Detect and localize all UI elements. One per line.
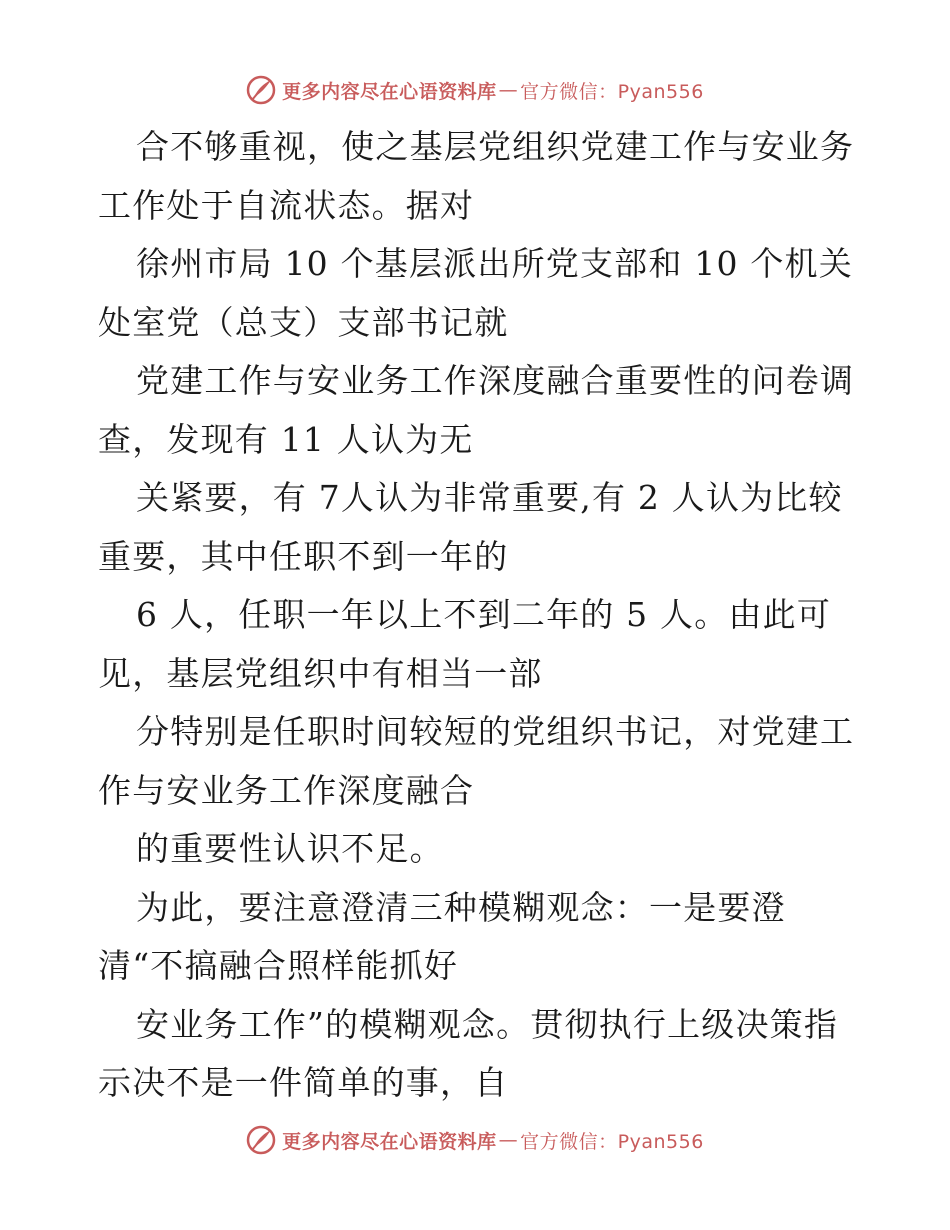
body-line: 合不够重视，使之基层党组织党建工作与安业务: [136, 127, 855, 166]
header-banner-dash: —: [498, 79, 519, 101]
feather-pen-logo-icon: [246, 75, 276, 105]
header-banner-contact: 官方微信：Pyan556: [520, 80, 704, 103]
feather-pen-logo-icon: [246, 1125, 276, 1155]
footer-banner-contact: 官方微信：Pyan556: [520, 1130, 704, 1153]
body-line: 分特别是任职时间较短的党组织书记，对党建工: [136, 712, 855, 751]
header-banner-text: 更多内容尽在心语资料库: [282, 80, 497, 103]
body-line: 重要，其中任职不到一年的: [98, 536, 509, 576]
body-line: 处室党（总支）支部书记就: [98, 302, 509, 342]
header-banner: [0, 70, 950, 110]
body-line: 查，发现有 11 人认为无: [98, 419, 474, 459]
footer-banner-dash: —: [498, 1129, 519, 1151]
body-line: 的重要性认识不足。: [136, 829, 444, 868]
body-line: 徐州市局 10 个基层派出所党支部和 10 个机关: [136, 244, 853, 283]
body-line: 工作处于自流状态。据对: [98, 185, 475, 225]
document-body: [98, 118, 858, 1113]
body-line: 示决不是一件简单的事，自: [98, 1063, 509, 1102]
body-line: 6 人，任职一年以上不到二年的 5 人。由此可: [136, 595, 832, 634]
body-line: 为此，要注意澄清三种模糊观念：一是要澄: [136, 887, 786, 927]
body-line: 作与安业务工作深度融合: [98, 770, 475, 810]
body-line: 党建工作与安业务工作深度融合重要性的问卷调: [136, 361, 855, 400]
body-line: 见，基层党组织中有相当一部: [98, 653, 543, 693]
footer-banner-text: 更多内容尽在心语资料库: [282, 1130, 497, 1153]
body-line: 安业务工作”的模糊观念。贯彻执行上级决策指: [136, 1004, 839, 1044]
body-line: 关紧要，有 7人认为非常重要,有 2 人认为比较: [136, 478, 843, 517]
body-line: 清“不搞融合照样能抓好: [98, 946, 459, 985]
footer-banner: [0, 1120, 950, 1160]
